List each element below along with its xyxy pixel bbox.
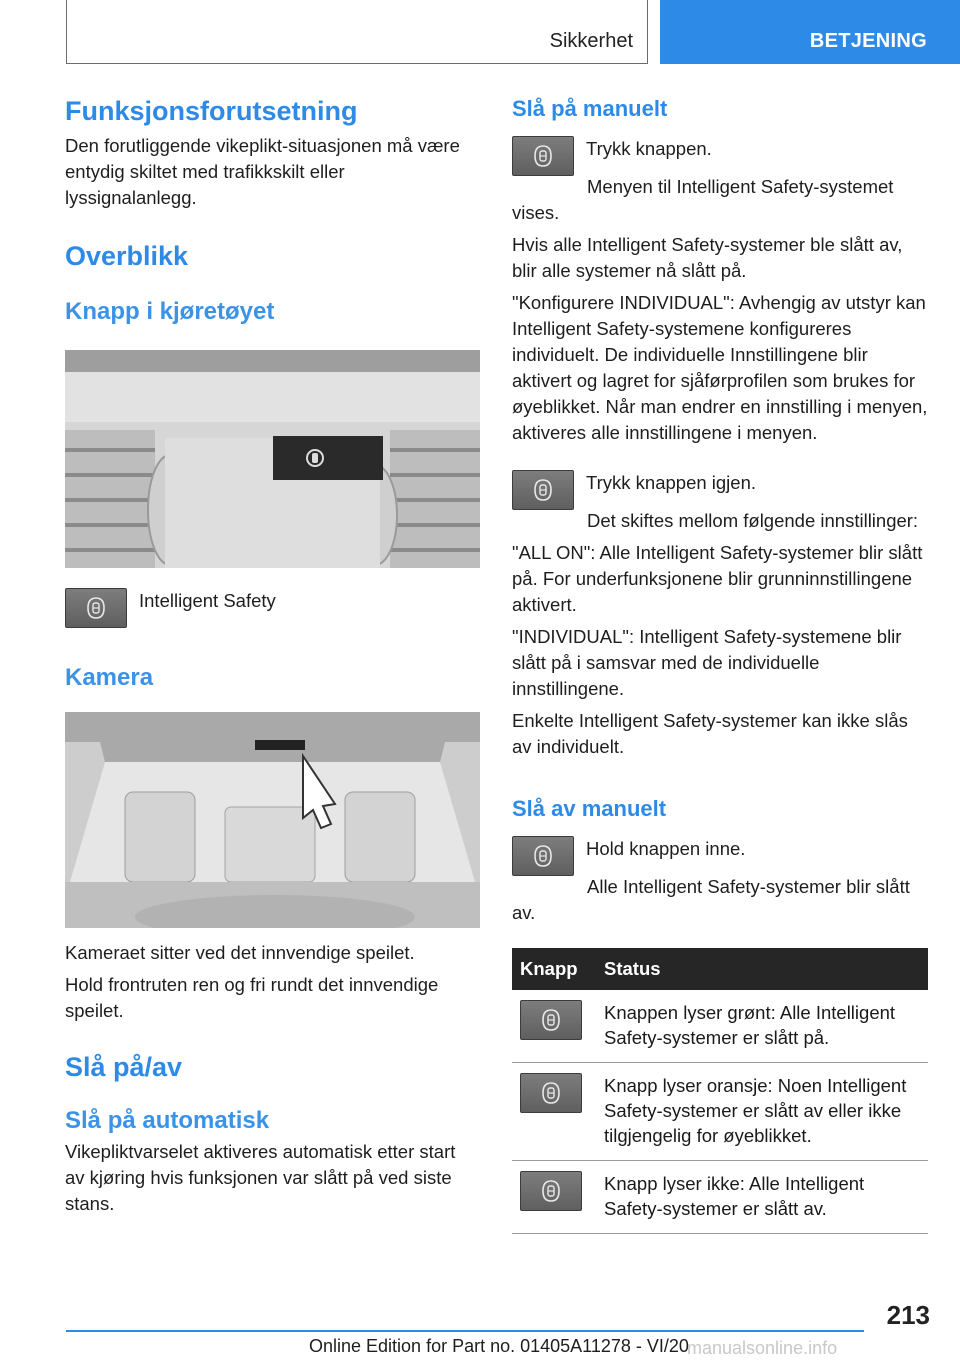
intelligent-safety-button-icon [520,1171,582,1211]
para-automatisk: Vikepliktvarselet aktiveres automatisk etter start av kjøring hvis funksjonen var slått på ved siste stans. [65,1141,456,1214]
windshield-illustration [65,712,480,928]
intelligent-safety-button-row [65,588,485,628]
dashboard-illustration [65,350,480,568]
step-hold-result: Alle Intelligent Safety-systemer blir slått av. [512,876,910,923]
heading-slaa-av-manuelt: Slå av manuelt [512,796,667,821]
table-cell-status: Knapp lyser ikke: Alle Intelligent Safety-systemer er slått av. [596,1161,928,1234]
para-funksjonsforutsetning: Den forutliggende vikeplikt-situasjonen må være entydig skiltet med trafikkskilt eller lyssignalanlegg. [65,135,460,208]
step-press-again-label: Trykk knappen igjen. [586,472,757,493]
edition-label: Online Edition for Part no. 01405A11278 - VI/20 [309,1336,689,1356]
right-column [512,96,930,1234]
status-table [512,948,928,1234]
para-individual: "INDIVIDUAL": Intelligent Safety-systemene blir slått på i samsvar med de individuelle innstillingene. [512,626,902,699]
header-chapter-tab [660,0,960,64]
heading-kamera: Kamera [65,664,154,691]
table-row [512,990,928,1063]
step-press-result: Menyen til Intelligent Safety-systemet vises. [512,176,894,223]
status-table-header-status: Status [596,948,928,990]
intelligent-safety-button-icon [512,136,574,176]
dashboard-button-photo [65,350,480,568]
heading-knapp-i-kjoretoyet: Knapp i kjøretøyet [65,298,275,325]
para-kamera-2: Hold frontruten ren og fri rundt det innvendige speilet. [65,974,439,1021]
page-number: 213 [886,1300,930,1330]
step-hold-button [512,836,930,876]
table-row [512,1063,928,1161]
heading-overblikk: Overblikk [65,241,189,271]
step-press-label: Trykk knappen. [586,138,712,159]
watermark: manualsonline.info [687,1338,838,1358]
status-table-header-knapp: Knapp [512,948,596,990]
table-cell-icon [512,1063,596,1161]
heading-slaa-paa-av: Slå på/av [65,1052,183,1082]
para-konfigurere: "Konfigurere INDIVIDUAL": Avhengig av utstyr kan Intelligent Safety-systemene konfigureres individuelt. De individuelle Innstillingene blir aktivert og lagret for sjåførprofilen som brukes for øyeblikket. Når man endrer en innstilling i menyen, aktiveres alle innstillingene i menyen. [512,292,928,443]
step-press-again-result: Det skiftes mellom følgende innstillinger: [587,510,919,531]
table-cell-icon [512,1161,596,1234]
intelligent-safety-button-icon [512,836,574,876]
intelligent-safety-button-icon [512,470,574,510]
table-cell-status: Knapp lyser oransje: Noen Intelligent Safety-systemer er slått av eller ikke tilgjengelig for øyeblikket. [596,1063,928,1161]
heading-funksjonsforutsetning: Funksjonsforutsetning [65,96,358,126]
para-enkelte: Enkelte Intelligent Safety-systemer kan ikke slås av individuelt. [512,710,908,757]
intelligent-safety-button-icon [520,1073,582,1113]
para-all-on: "ALL ON": Alle Intelligent Safety-systemer blir slått på. For underfunksjonene blir grunninnstillingene aktivert. [512,542,923,615]
intelligent-safety-button-icon [520,1000,582,1040]
para-kamera-1: Kameraet sitter ved det innvendige speilet. [65,942,415,963]
para-all-off: Hvis alle Intelligent Safety-systemer ble slått av, blir alle systemer nå slått på. [512,234,903,281]
header-section-label: Sikkerhet [549,30,633,52]
heading-slaa-paa-automatisk: Slå på automatisk [65,1107,270,1134]
step-hold-label: Hold knappen inne. [586,838,746,859]
camera-location-photo [65,712,480,928]
header-section-tab [66,0,648,64]
heading-slaa-paa-manuelt: Slå på manuelt [512,96,668,121]
intelligent-safety-button-icon [65,588,127,628]
step-press-button [512,136,930,176]
left-column [65,96,485,1217]
table-row [512,1161,928,1234]
header-chapter-label: BETJENING [809,30,927,52]
table-cell-icon [512,990,596,1063]
footer-divider [66,1330,864,1332]
intelligent-safety-label: Intelligent Safety [139,590,276,611]
table-cell-status: Knappen lyser grønt: Alle Intelligent Safety-systemer er slått på. [596,990,928,1063]
step-press-again [512,470,930,510]
